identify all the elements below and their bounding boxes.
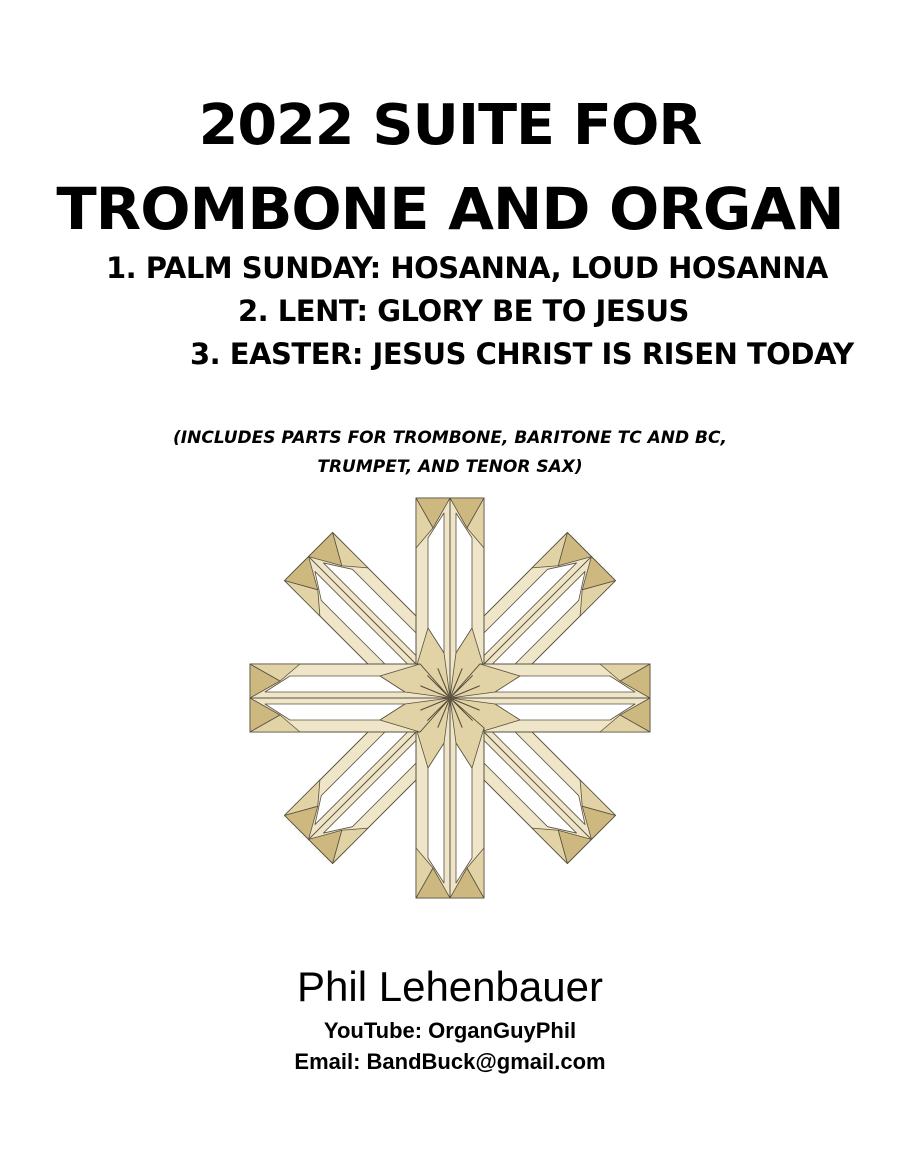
email-address: Email: BandBuck@gmail.com [294,1049,606,1074]
movement-3: 3. EASTER: JESUS CHRIST IS RISEN TODAY [190,337,854,371]
movement-1: 1. PALM SUNDAY: HOSANNA, LOUD HOSANNA [106,251,828,285]
movement-2: 2. LENT: GLORY BE TO JESUS [238,294,689,328]
title-line-1: 2022 SUITE FOR [198,93,702,158]
instrumentation-note-line-1: (INCLUDES PARTS FOR TROMBONE, BARITONE TC AND BC, [173,428,727,448]
title-line-2: TROMBONE AND ORGAN [56,175,844,243]
composer-name: Phil Lehenbauer [297,963,603,1010]
youtube-handle: YouTube: OrganGuyPhil [323,1018,577,1043]
emblem-hub [418,666,482,730]
eight-point-star-icon [240,492,660,904]
instrumentation-note-line-2: TRUMPET, AND TENOR SAX) [317,457,583,477]
